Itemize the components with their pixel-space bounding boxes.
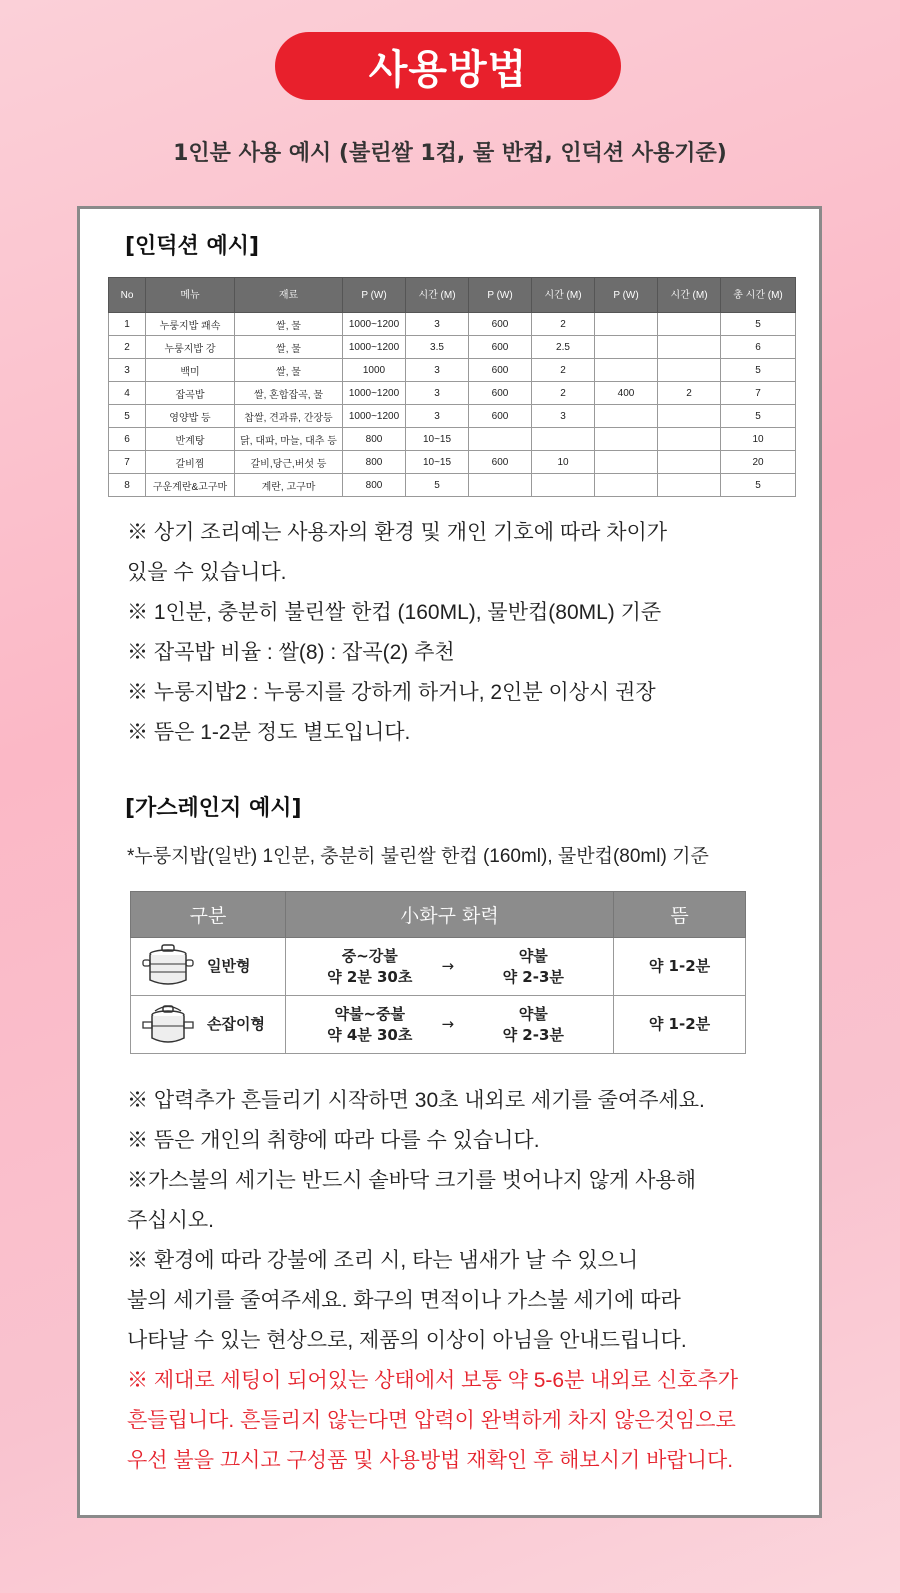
table-cell: 구운계란&고구마 xyxy=(146,474,235,497)
gas-notes xyxy=(127,1081,807,1361)
col-header: 뜸 xyxy=(614,892,746,938)
table-cell: 2.5 xyxy=(532,336,595,359)
rest-time: 약 1-2분 xyxy=(614,996,746,1054)
warning-line: 우선 불을 끄시고 구성품 및 사용방법 재확인 후 해보시기 바랍니다. xyxy=(127,1449,734,1472)
table-cell: 2 xyxy=(532,359,595,382)
warning-line: 흔들립니다. 흔들리지 않는다면 압력이 완벽하게 차지 않은것임으로 xyxy=(127,1409,736,1432)
table-cell: 7 xyxy=(109,451,146,474)
table-cell: 600 xyxy=(469,359,532,382)
table-cell: 20 xyxy=(721,451,796,474)
table-cell: 3.5 xyxy=(406,336,469,359)
table-cell: 3 xyxy=(532,405,595,428)
table-cell: 2 xyxy=(658,382,721,405)
table-cell xyxy=(658,336,721,359)
table-cell xyxy=(595,336,658,359)
table-cell: 600 xyxy=(469,451,532,474)
table-cell: 1 xyxy=(109,313,146,336)
table-cell: 600 xyxy=(469,405,532,428)
table-cell xyxy=(469,428,532,451)
table-cell: 1000~1200 xyxy=(343,405,406,428)
table-row xyxy=(109,382,796,405)
page-title-badge xyxy=(275,32,621,100)
stage2-time: 약 2-3분 xyxy=(502,1025,564,1044)
table-cell xyxy=(658,359,721,382)
table-cell: 6 xyxy=(721,336,796,359)
table-cell: 쌀, 물 xyxy=(235,336,343,359)
table-cell: 600 xyxy=(469,336,532,359)
note-line: ※가스불의 세기는 반드시 솥바닥 크기를 벗어나지 않게 사용해 xyxy=(127,1169,696,1192)
table-cell xyxy=(532,428,595,451)
table-cell: 닭, 대파, 마늘, 대추 등 xyxy=(235,428,343,451)
table-cell xyxy=(469,474,532,497)
cooker-type-label: 일반형 xyxy=(207,957,251,975)
handled-pressure-cooker-icon xyxy=(141,1000,195,1050)
table-cell xyxy=(658,451,721,474)
table-cell: 3 xyxy=(109,359,146,382)
rest-time: 약 1-2분 xyxy=(614,938,746,996)
table-cell: 반계탕 xyxy=(146,428,235,451)
table-cell: 7 xyxy=(721,382,796,405)
table-row xyxy=(131,938,746,996)
table-cell: 누룽지밥 쾌속 xyxy=(146,313,235,336)
note-line: ※ 압력추가 흔들리기 시작하면 30초 내외로 세기를 줄여주세요. xyxy=(127,1089,705,1112)
table-cell: 1000~1200 xyxy=(343,313,406,336)
stage1-time: 약 2분 30초 xyxy=(327,967,413,986)
table-cell xyxy=(595,428,658,451)
table-cell: 6 xyxy=(109,428,146,451)
col-header: 메뉴 xyxy=(146,278,235,313)
col-header: 총 시간 (M) xyxy=(721,278,796,313)
table-cell: 백미 xyxy=(146,359,235,382)
table-cell: 쌀, 물 xyxy=(235,359,343,382)
note-line: 나타날 수 있는 현상으로, 제품의 이상이 아님을 안내드립니다. xyxy=(127,1329,687,1352)
col-header: 구분 xyxy=(131,892,286,938)
arrow-icon: → xyxy=(441,957,455,975)
warning-notes xyxy=(127,1361,807,1481)
note-line: ※ 1인분, 충분히 불린쌀 한컵 (160ML), 물반컵(80ML) 기준 xyxy=(127,601,662,624)
instruction-card xyxy=(77,206,822,1518)
table-cell: 1000~1200 xyxy=(343,382,406,405)
col-header: 小화구 화력 xyxy=(286,892,614,938)
note-line: ※ 누룽지밥2 : 누룽지를 강하게 하거나, 2인분 이상시 권장 xyxy=(127,681,656,704)
table-cell: 3 xyxy=(406,313,469,336)
table-cell: 800 xyxy=(343,428,406,451)
usage-subtitle: 1인분 사용 예시 (불린쌀 1컵, 물 반컵, 인덕션 사용기준) xyxy=(173,141,727,166)
table-cell: 갈비찜 xyxy=(146,451,235,474)
stage1-heat: 약불~중불 xyxy=(334,1004,406,1023)
col-header: 재료 xyxy=(235,278,343,313)
table-cell: 4 xyxy=(109,382,146,405)
table-row xyxy=(109,428,796,451)
table-cell: 10~15 xyxy=(406,451,469,474)
col-header: 시간 (M) xyxy=(406,278,469,313)
table-cell: 600 xyxy=(469,382,532,405)
table-cell: 600 xyxy=(469,313,532,336)
note-line: 주십시오. xyxy=(127,1209,214,1232)
col-header: 시간 (M) xyxy=(532,278,595,313)
table-cell: 3 xyxy=(406,359,469,382)
table-row xyxy=(109,451,796,474)
table-cell: 3 xyxy=(406,405,469,428)
table-cell: 8 xyxy=(109,474,146,497)
table-cell: 10 xyxy=(532,451,595,474)
table-cell: 쌀, 물 xyxy=(235,313,343,336)
table-cell: 10 xyxy=(721,428,796,451)
stage2-time: 약 2-3분 xyxy=(502,967,564,986)
stage2-heat: 약불 xyxy=(518,946,548,965)
table-cell xyxy=(595,313,658,336)
table-cell xyxy=(658,405,721,428)
col-header: P (W) xyxy=(469,278,532,313)
table-row xyxy=(109,336,796,359)
table-cell: 쌀, 혼합잡곡, 물 xyxy=(235,382,343,405)
table-cell: 800 xyxy=(343,474,406,497)
table-cell: 5 xyxy=(721,474,796,497)
table-cell: 2 xyxy=(532,382,595,405)
table-cell: 1000 xyxy=(343,359,406,382)
note-line: 불의 세기를 줄여주세요. 화구의 면적이나 가스불 세기에 따라 xyxy=(127,1289,681,1312)
table-cell xyxy=(658,474,721,497)
col-header: 시간 (M) xyxy=(658,278,721,313)
table-cell xyxy=(532,474,595,497)
table-cell: 3 xyxy=(406,382,469,405)
gas-table xyxy=(130,891,746,1054)
table-cell xyxy=(595,451,658,474)
induction-header-row xyxy=(109,278,796,313)
pressure-cooker-icon xyxy=(141,942,195,992)
table-cell: 1000~1200 xyxy=(343,336,406,359)
stage2-heat: 약불 xyxy=(518,1004,548,1023)
table-cell: 800 xyxy=(343,451,406,474)
table-cell: 잡곡밥 xyxy=(146,382,235,405)
table-cell: 10~15 xyxy=(406,428,469,451)
table-cell: 계란, 고구마 xyxy=(235,474,343,497)
induction-table xyxy=(108,277,796,497)
cooker-type-label: 손잡이형 xyxy=(207,1015,265,1033)
table-row xyxy=(109,313,796,336)
gas-section-title: [가스레인지 예시] xyxy=(125,796,302,821)
table-cell xyxy=(595,359,658,382)
table-cell: 5 xyxy=(721,405,796,428)
stage1-heat: 중~강불 xyxy=(341,946,398,965)
warning-line: ※ 제대로 세팅이 되어있는 상태에서 보통 약 5-6분 내외로 신호추가 xyxy=(127,1369,739,1392)
note-line: 있을 수 있습니다. xyxy=(127,561,287,584)
col-header: No xyxy=(109,278,146,313)
table-cell: 찹쌀, 견과류, 간장등 xyxy=(235,405,343,428)
table-cell: 2 xyxy=(109,336,146,359)
induction-notes xyxy=(127,513,807,753)
table-cell xyxy=(595,405,658,428)
table-cell: 갈비,당근,버섯 등 xyxy=(235,451,343,474)
table-cell xyxy=(658,428,721,451)
table-cell: 5 xyxy=(109,405,146,428)
table-cell xyxy=(595,474,658,497)
table-row xyxy=(109,405,796,428)
gas-subtitle: *누룽지밥(일반) 1인분, 충분히 불린쌀 한컵 (160ml), 물반컵(80ml) 기준 xyxy=(127,846,709,867)
table-cell xyxy=(658,313,721,336)
table-cell: 400 xyxy=(595,382,658,405)
table-cell: 2 xyxy=(532,313,595,336)
col-header: P (W) xyxy=(343,278,406,313)
note-line: ※ 잡곡밥 비율 : 쌀(8) : 잡곡(2) 추천 xyxy=(127,641,455,664)
note-line: ※ 환경에 따라 강불에 조리 시, 타는 냄새가 날 수 있으니 xyxy=(127,1249,639,1272)
table-cell: 5 xyxy=(721,359,796,382)
table-row xyxy=(109,474,796,497)
gas-header-row xyxy=(131,892,746,938)
induction-section-title: [인덕션 예시] xyxy=(125,234,260,259)
arrow-icon: → xyxy=(441,1015,455,1033)
note-line: ※ 상기 조리예는 사용자의 환경 및 개인 기호에 따라 차이가 xyxy=(127,521,668,544)
page-title: 사용방법 xyxy=(368,46,528,93)
note-line: ※ 뜸은 개인의 취향에 따라 다를 수 있습니다. xyxy=(127,1129,540,1152)
table-cell: 5 xyxy=(406,474,469,497)
stage1-time: 약 4분 30초 xyxy=(327,1025,413,1044)
table-row xyxy=(131,996,746,1054)
col-header: P (W) xyxy=(595,278,658,313)
table-row xyxy=(109,359,796,382)
table-cell: 영양밥 등 xyxy=(146,405,235,428)
table-cell: 누룽지밥 강 xyxy=(146,336,235,359)
table-cell: 5 xyxy=(721,313,796,336)
note-line: ※ 뜸은 1-2분 정도 별도입니다. xyxy=(127,721,411,744)
